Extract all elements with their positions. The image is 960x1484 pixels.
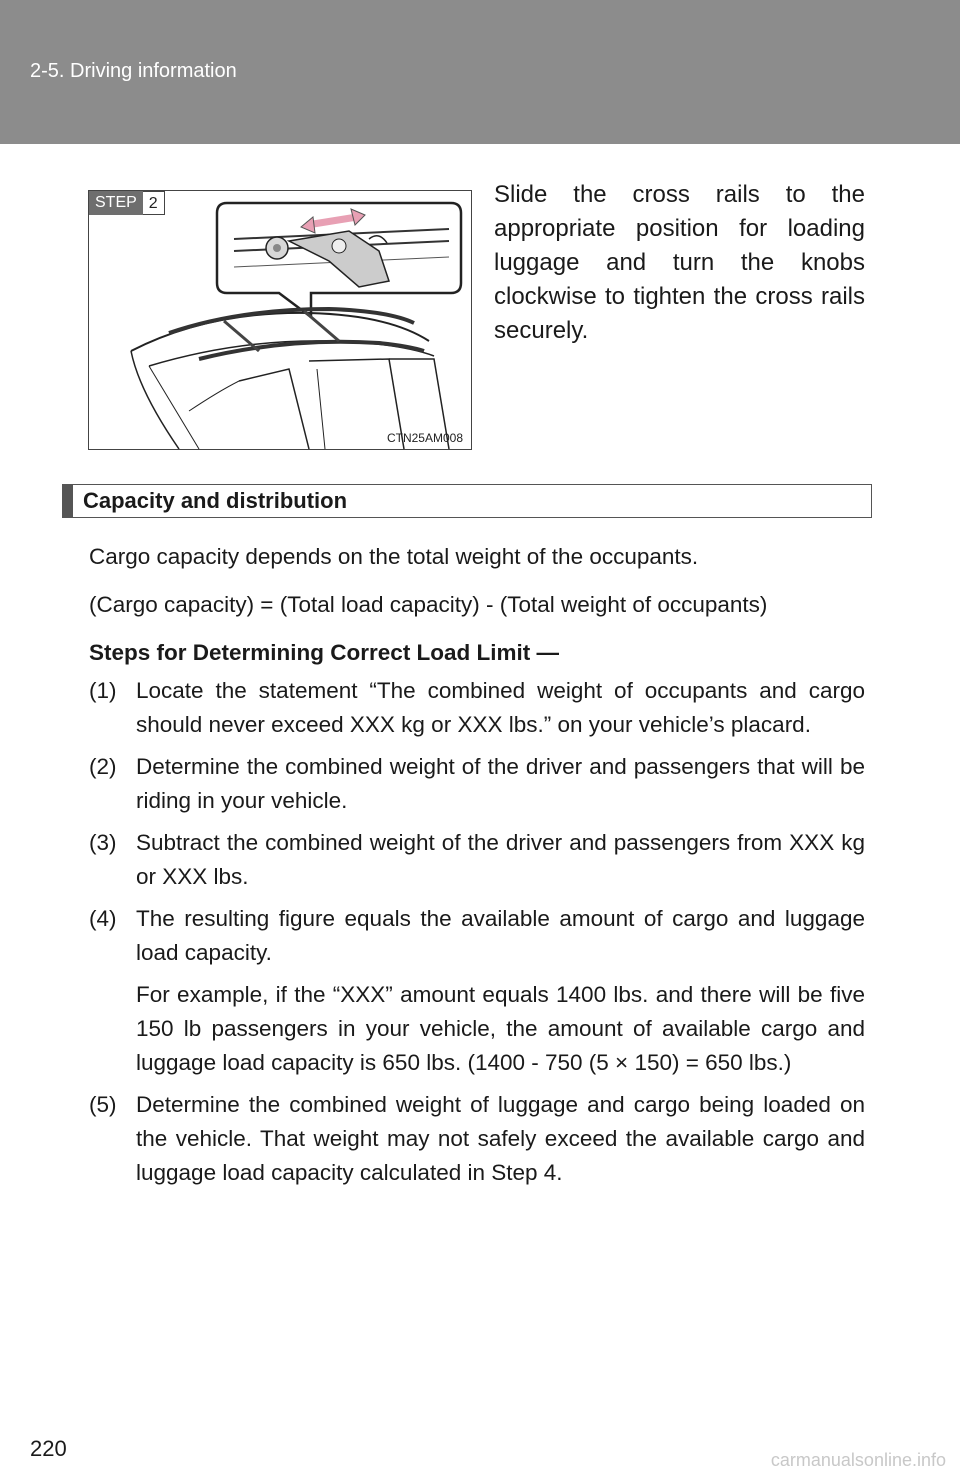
list-item-text: Determine the combined weight of luggage and cargo being loaded on the vehicle. That weight may not safely exceed the available cargo and luggage load capacity calculated in Step 4.	[136, 1092, 865, 1185]
step-instruction: Slide the cross rails to the appropriate position for loading luggage and turn the knobs clockwise to tighten the cross rails securely.	[494, 181, 865, 344]
header-band	[0, 0, 960, 144]
figure-code: CTN25AM008	[386, 431, 463, 445]
page-number: 220	[30, 1436, 67, 1461]
list-item-text: Subtract the combined weight of the driver and passengers from XXX kg or XXX lbs.	[136, 830, 865, 889]
section-heading-text: Capacity and distribution	[83, 488, 348, 513]
step-number: 2	[143, 191, 165, 215]
list-item	[89, 750, 865, 818]
list-item	[89, 1088, 865, 1190]
list-item	[89, 674, 865, 742]
list-item	[89, 902, 865, 1080]
list-item-text: Locate the statement “The combined weight of occupants and cargo should never exceed XXX kg or XXX lbs.” on your vehicle’s placard.	[136, 678, 865, 737]
list-item-text: Determine the combined weight of the driver and passengers that will be riding in your vehicle.	[136, 754, 865, 813]
section-body	[89, 540, 865, 1198]
watermark: carmanualsonline.info	[770, 1450, 946, 1470]
step-figure	[88, 190, 472, 450]
section-breadcrumb: 2-5. Driving information	[30, 60, 237, 82]
list-item-number: (1)	[89, 678, 117, 703]
load-limit-steps	[89, 674, 865, 1190]
list-item-text: The resulting figure equals the available amount of cargo and luggage load capacity.	[136, 906, 865, 965]
step-word: STEP	[89, 191, 143, 215]
list-item-example: For example, if the “XXX” amount equals 1400 lbs. and there will be five 150 lb passengers in your vehicle, the amount of available cargo and luggage load capacity is 650 lbs. (1400 - 750 (5 × 150) = 650 lbs.)	[136, 982, 865, 1075]
list-item-number: (2)	[89, 754, 117, 779]
list-item-number: (3)	[89, 830, 117, 855]
heading-bar	[63, 485, 73, 517]
paragraph-capacity: Cargo capacity depends on the total weight of the occupants.	[89, 544, 699, 569]
list-item	[89, 826, 865, 894]
step-badge	[89, 191, 165, 215]
section-heading	[62, 484, 872, 518]
subheading-load-limit: Steps for Determining Correct Load Limit —	[89, 640, 560, 665]
paragraph-formula: (Cargo capacity) = (Total load capacity) - (Total weight of occupants)	[89, 592, 768, 617]
list-item-number: (4)	[89, 906, 117, 931]
list-item-number: (5)	[89, 1092, 117, 1117]
roof-rack-car-illustration	[89, 191, 472, 450]
